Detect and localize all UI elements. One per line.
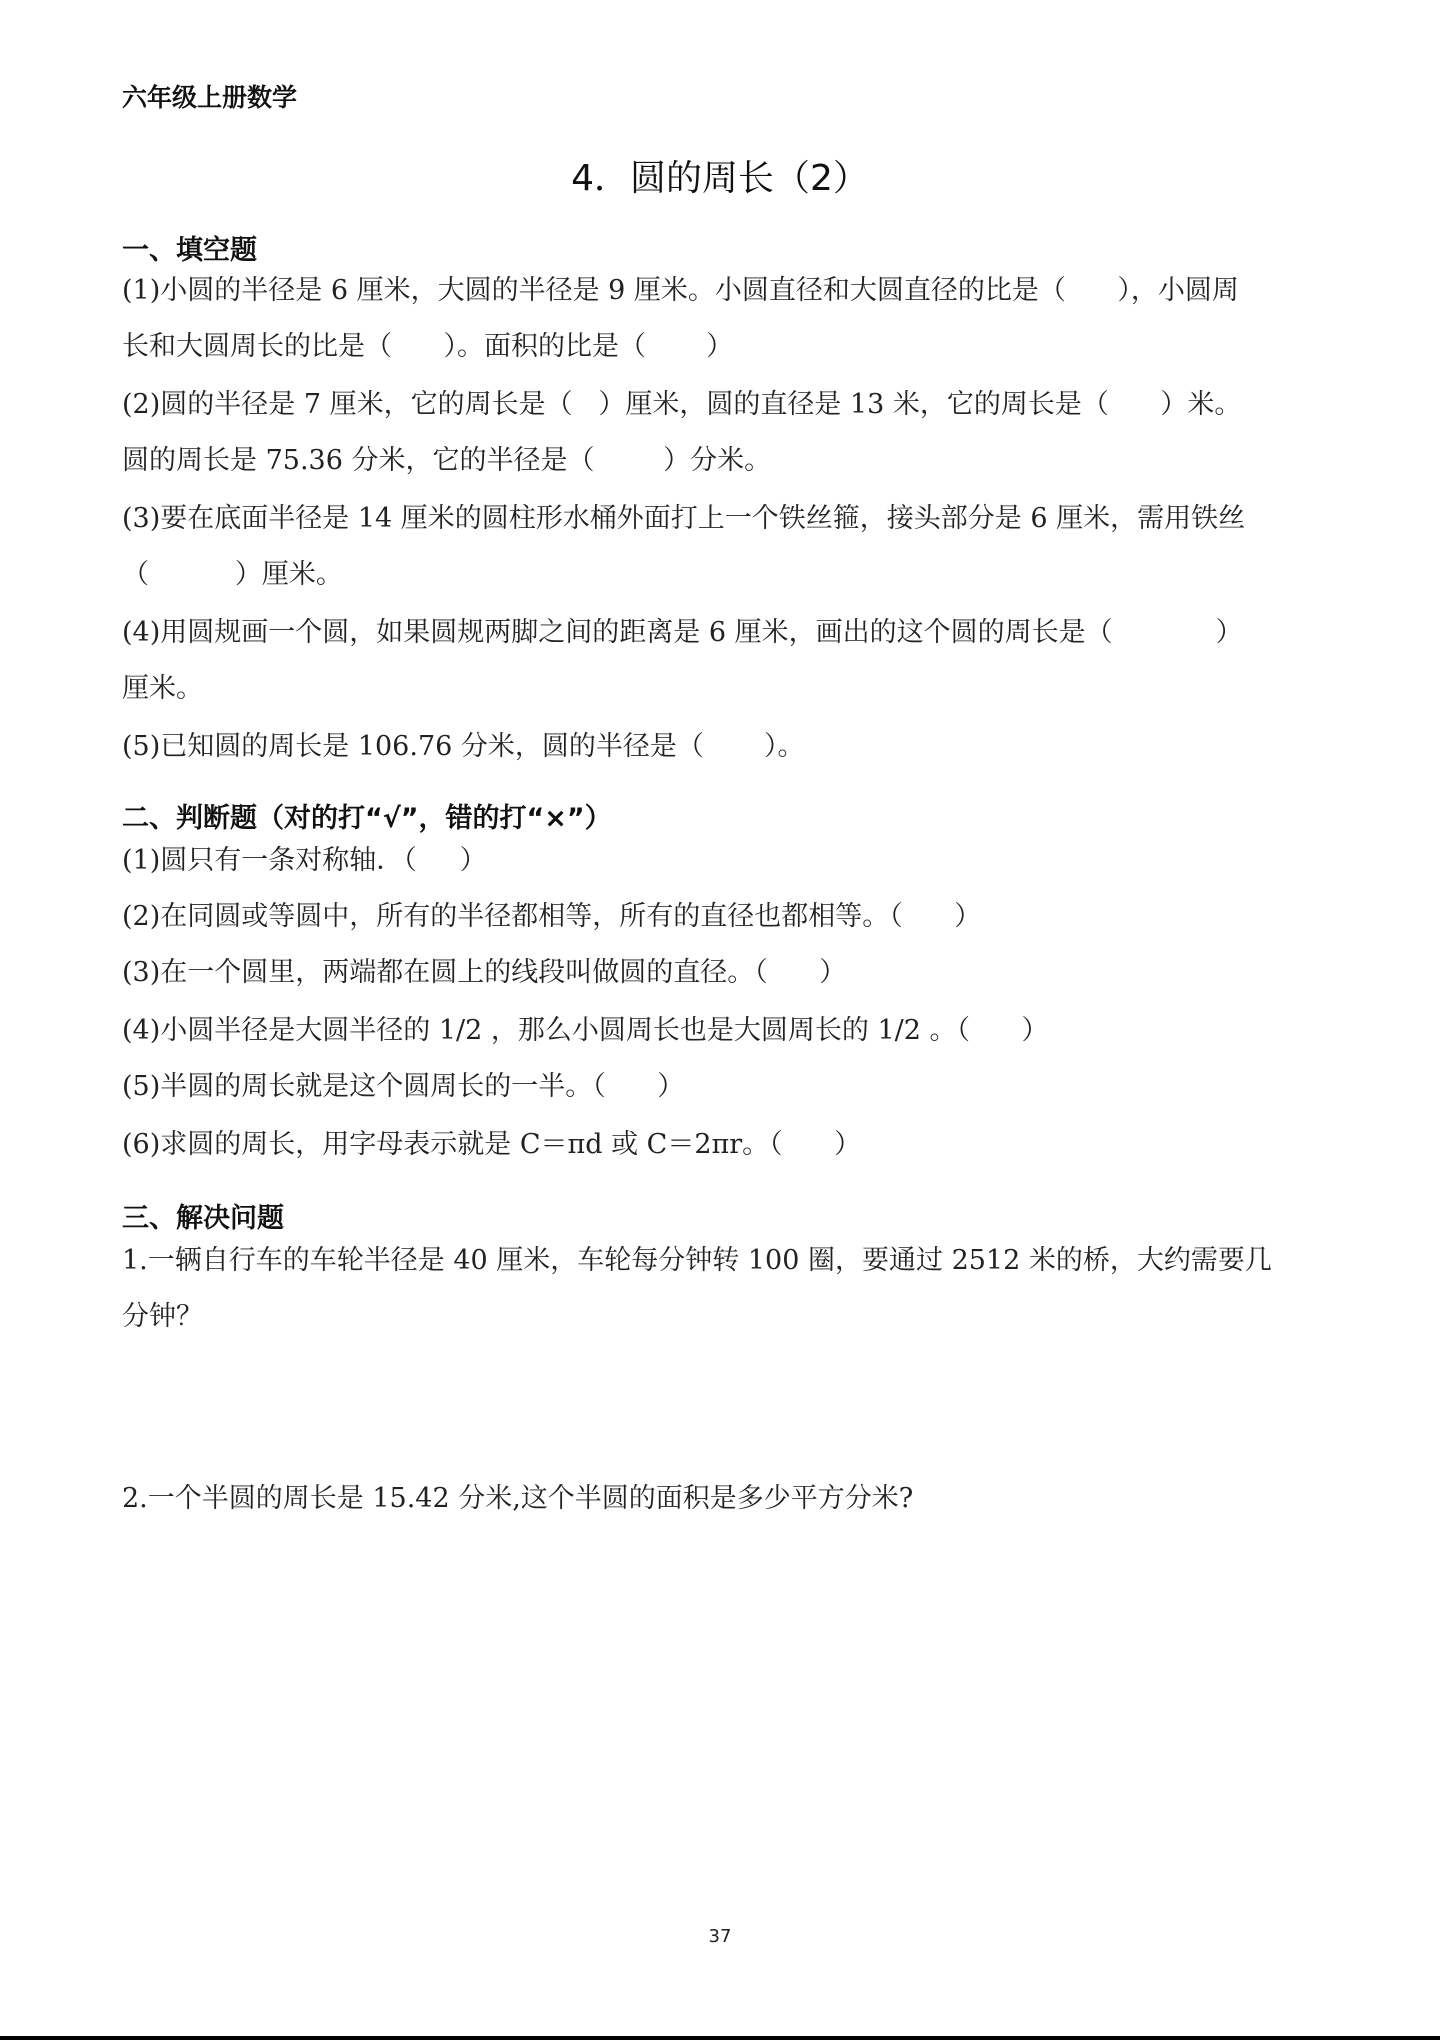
true-false-q1: (1)圆只有一条对称轴．（ ） <box>122 845 487 876</box>
bottom-border <box>0 2036 1440 2040</box>
fill-blank-q1-line1: (1)小圆的半径是 6 厘米，大圆的半径是 9 厘米。小圆直径和大圆直径的比是（ ），小圆周 <box>122 275 1239 306</box>
section-heading-true-false: 二、判断题（对的打“√”，错的打“×”） <box>122 803 612 834</box>
page-title: 4．圆的周长（2） <box>571 158 869 199</box>
section-heading-fill-blank: 一、填空题 <box>122 235 257 266</box>
fill-blank-q1-line2: 长和大圆周长的比是（ ）。面积的比是（ ） <box>122 331 734 362</box>
fill-blank-q3-line1: (3)要在底面半径是 14 厘米的圆柱形水桶外面打上一个铁丝箍，接头部分是 6 厘米，需用铁丝 <box>122 503 1246 534</box>
true-false-q6: (6)求圆的周长，用字母表示就是 C＝πd 或 C＝2πr。（ ） <box>122 1129 862 1160</box>
fill-blank-q5: (5)已知圆的周长是 106.76 分米，圆的半径是（ ）。 <box>122 731 805 762</box>
true-false-q5: (5)半圆的周长就是这个圆周长的一半。（ ） <box>122 1071 685 1102</box>
fill-blank-q4-line1: (4)用圆规画一个圆，如果圆规两脚之间的距离是 6 厘米，画出的这个圆的周长是（ ） <box>122 617 1243 648</box>
fill-blank-q3-line2: （ ）厘米。 <box>122 559 343 590</box>
worksheet-header: 六年级上册数学 <box>122 83 298 112</box>
true-false-q2: (2)在同圆或等圆中，所有的半径都相等，所有的直径也都相等。（ ） <box>122 901 982 932</box>
section-heading-problems: 三、解决问题 <box>122 1203 284 1234</box>
true-false-q4: (4)小圆半径是大圆半径的 1/2 ，那么小圆周长也是大圆周长的 1/2 。（ ） <box>122 1015 1049 1046</box>
problem-1-line2: 分钟？ <box>122 1301 203 1332</box>
problem-2: 2.一个半圆的周长是 15.42 分米,这个半圆的面积是多少平方分米? <box>122 1483 914 1514</box>
true-false-q3: (3)在一个圆里，两端都在圆上的线段叫做圆的直径。（ ） <box>122 957 847 988</box>
problem-1-line1: 1.一辆自行车的车轮半径是 40 厘米，车轮每分钟转 100 圈，要通过 2512 米的桥，大约需要几 <box>122 1245 1272 1276</box>
fill-blank-q4-line2: 厘米。 <box>122 673 203 704</box>
fill-blank-q2-line1: (2)圆的半径是 7 厘米，它的周长是（ ）厘米，圆的直径是 13 米，它的周长是（ ）米。 <box>122 389 1242 420</box>
fill-blank-q2-line2: 圆的周长是 75.36 分米，它的半径是（ ）分米。 <box>122 445 772 476</box>
page-number: 37 <box>708 1926 732 1947</box>
